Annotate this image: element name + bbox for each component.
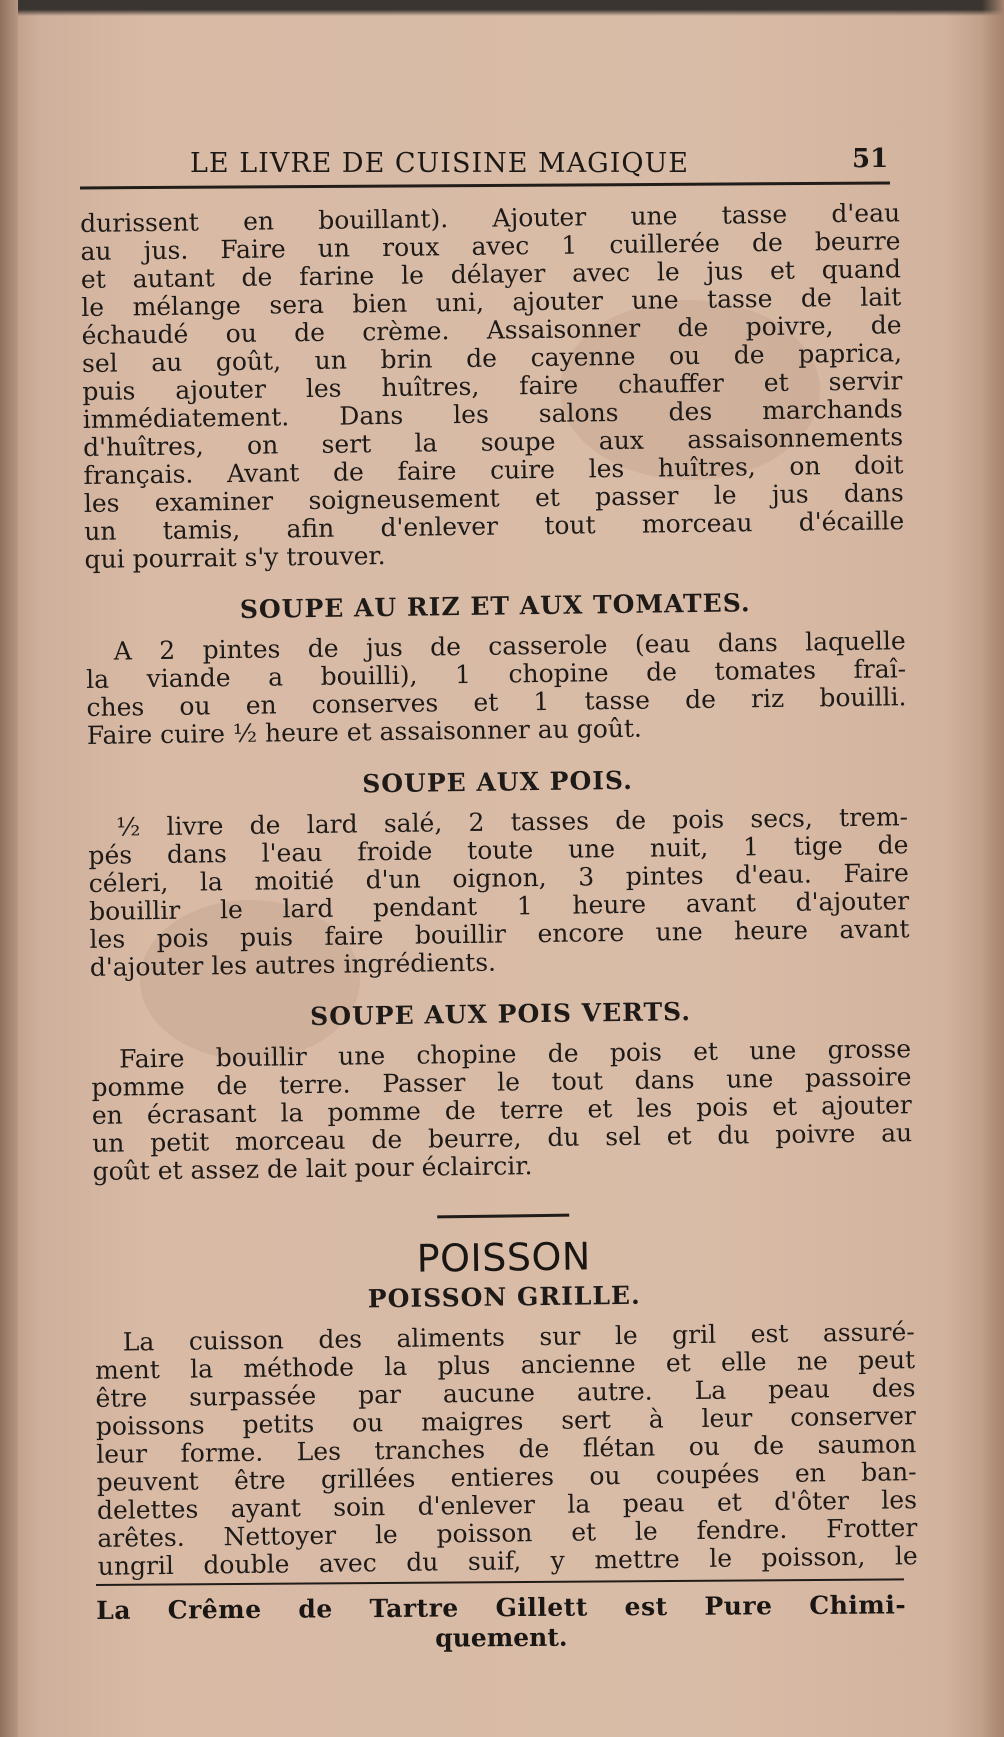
footer-line: quement. <box>435 1622 568 1653</box>
text-line: et autant de farine le délayer avec le jus et quand <box>80 254 902 294</box>
text-line: pomme de terre. Passer le tout dans une passoire <box>91 1062 912 1102</box>
header-rule <box>80 182 890 190</box>
text-line: les examiner soigneusement et passer le jus dans <box>83 478 904 518</box>
text-line: Faire bouillir une chopine de pois et une grosse <box>118 1034 912 1074</box>
footer-line: La Crême de Tartre Gillett est Pure Chimi- <box>96 1590 907 1625</box>
text-line: échaudé ou de crème. Assaisonner de poivre, de <box>81 310 902 350</box>
text-line: français. Avant de faire cuire les huîtres, on doit <box>83 450 904 490</box>
text-line: au jus. Faire un roux avec 1 cuillerée de beurre <box>80 226 901 266</box>
recipe-heading: SOUPE AUX POIS. <box>362 765 634 799</box>
text-line: d'huîtres, on sert la soupe aux assaisonnements <box>82 422 904 462</box>
text-line: un tamis, afin d'enlever tout morceau d'écaille <box>84 506 905 546</box>
scan-top-shadow <box>0 0 1004 16</box>
running-head: LE LIVRE DE CUISINE MAGIQUE <box>190 148 690 179</box>
text-line: puis ajouter les huîtres, faire chauffer et servir <box>82 366 903 406</box>
text-line: La cuisson des aliments sur le gril est assuré- <box>122 1317 915 1357</box>
text-line: la viande a bouilli), 1 chopine de tomates fraî- <box>85 654 907 694</box>
text-line: pés dans l'eau froide toute une nuit, 1 tige de <box>88 830 909 870</box>
text-line: ment la méthode la plus ancienne et elle ne peut <box>95 1345 916 1385</box>
text-line: Faire cuire ½ heure et assaisonner au goût. <box>86 713 643 750</box>
text-line: arêtes. Nettoyer le poisson et le fendre. Frotter <box>97 1513 918 1553</box>
text-line: céleri, la moitié d'un oignon, 3 pintes d'eau. Faire <box>88 858 909 898</box>
recipe-paragraph <box>86 627 907 750</box>
section-divider <box>437 1214 569 1219</box>
footer-rule <box>96 1578 904 1586</box>
text-line: un petit morceau de beurre, du sel et du poivre au <box>92 1118 913 1158</box>
text-line: durissent en bouillant). Ajouter une tasse d'eau <box>79 198 901 238</box>
text-line: ungril double avec du suif, y mettre le poisson, le <box>97 1541 918 1581</box>
text-line: sel au goût, un brin de cayenne ou de paprica, <box>81 338 903 378</box>
text-line: qui pourrait s'y trouver. <box>84 541 386 574</box>
recipe-paragraph <box>95 1318 918 1581</box>
text-line: en écrasant la pomme de terre et les pois et ajouter <box>91 1090 912 1130</box>
page-binding-edge <box>0 0 18 1737</box>
text-line: le mélange sera bien uni, ajouter une tasse de lait <box>81 282 902 322</box>
recipe-paragraph <box>88 803 910 982</box>
text-line: poissons petits ou maigres sert à leur conserver <box>95 1401 917 1441</box>
page-number: 51 <box>852 144 889 174</box>
recipe-paragraph <box>91 1035 913 1186</box>
section-title: POISSON <box>416 1234 592 1281</box>
page-footer <box>96 1578 906 1656</box>
recipe-heading: POISSON GRILLE. <box>367 1280 641 1314</box>
page-header <box>80 140 900 196</box>
text-line: ½ livre de lard salé, 2 tasses de pois secs, trem- <box>115 802 909 842</box>
text-line: delettes ayant soin d'enlever la peau et d'ôter les <box>96 1485 918 1525</box>
text-line: ches ou en conserves et 1 tasse de riz bouilli. <box>86 682 907 722</box>
footer-advert <box>96 1590 906 1656</box>
recipe-heading: SOUPE AU RIZ ET AUX TOMATES. <box>239 588 751 624</box>
text-line: être surpassée par aucune autre. La peau des <box>95 1373 916 1413</box>
text-line: leur forme. Les tranches de flétan ou de saumon <box>96 1429 917 1469</box>
text-line: d'ajouter les autres ingrédients. <box>89 947 497 982</box>
intro-paragraph <box>80 199 905 574</box>
text-line: A 2 pintes de jus de casserole (eau dans laquelle <box>113 626 906 666</box>
page-outer-edge <box>982 0 1004 1737</box>
page-body <box>80 199 918 1581</box>
text-line: les pois puis faire bouillir encore une heure avant <box>89 914 910 954</box>
text-line: peuvent être grillées entieres ou coupées en ban- <box>96 1457 917 1497</box>
text-line: immédiatement. Dans les salons des marchands <box>82 394 903 434</box>
recipe-heading: SOUPE AUX POIS VERTS. <box>309 997 692 1032</box>
text-line: bouillir le lard pendant 1 heure avant d'ajouter <box>88 886 910 926</box>
text-line: goût et assez de lait pour éclaircir. <box>92 1151 533 1186</box>
